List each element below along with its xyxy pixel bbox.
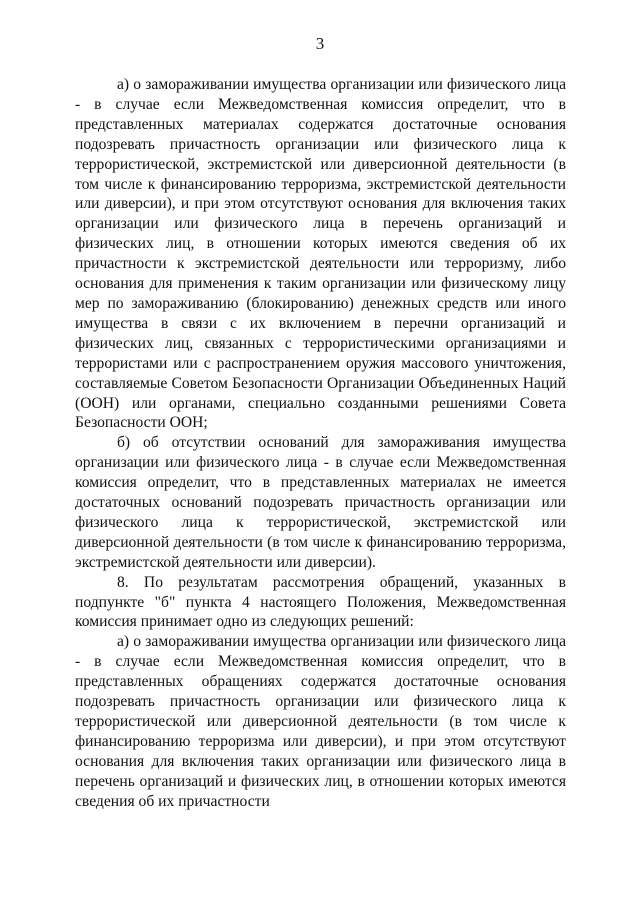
paragraph-8: 8. По результатам рассмотрения обращений, указанных в подпункте "б" пункта 4 настоящего Положения, Межведомственная комиссия принимает одно из следующих решений:: [75, 573, 566, 631]
page-number: 3: [315, 34, 325, 53]
paragraph-7a: а) о замораживании имущества организации или физического лица - в случае если Межведомственная комиссия определит, что в представленных материалах содержатся достаточные основания подозревать причастность организации или физического лица к террористической, экстремистской или диверсионной деятельности (в том числе к финансированию терроризма, экстремистской деятельности или диверсии), и при этом отсутствуют основания для включения таких организации или физического лица в перечень организаций и физических лиц, в отношении которых имеются сведения об их причастности к экстремистской деятельности или терроризму, либо основания для применения к таким организации или физическому лицу мер по замораживанию (блокированию) денежных средств или иного имущества в связи с их включением в перечни организаций и физических лиц, связанных с террористическими организациями и террористами или с распространением оружия массового уничтожения, составляемые Советом Безопасности Организации Объединенных Наций (ООН) или органами, специально созданными решениями Совета Безопасности ООН;: [75, 76, 566, 432]
document-body: [75, 75, 566, 812]
paragraph-8a: а) о замораживании имущества организации или физического лица - в случае если Межведомственная комиссия определит, что в представленных обращениях содержатся достаточные основания подозревать причастность организации или физического лица к террористической или диверсионной деятельности (в том числе к финансированию терроризма или диверсии), и при этом отсутствуют основания для включения таких организации или физического лица в перечень организаций и физических лиц, в отношении которых имеются сведения об их причастности: [75, 633, 566, 810]
paragraph-7b: б) об отсутствии оснований для замораживания имущества организации или физического лица - в случае если Межведомственная комиссия определит, что в представленных материалах не имеется достаточных оснований подозревать причастность организации или физического лица к террористической, экстремистской или диверсионной деятельности (в том числе к финансированию терроризма, экстремистской деятельности или диверсии).: [75, 434, 566, 571]
